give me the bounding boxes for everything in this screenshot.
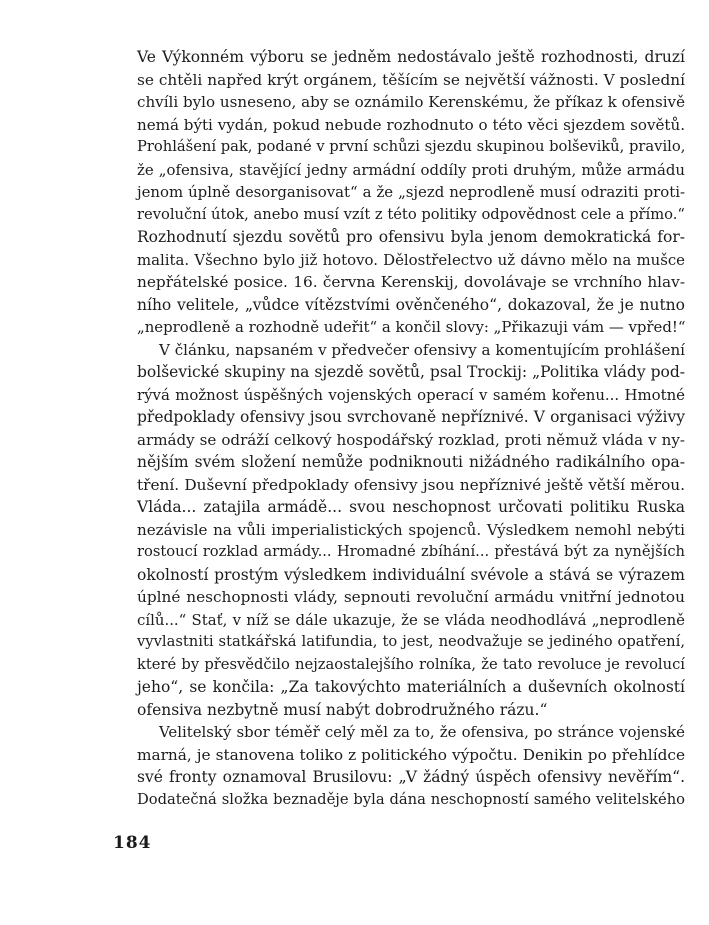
text-line: nějším svém složení nemůže podniknouti nižádného radikálního opa- (137, 453, 685, 471)
text-line: ofensiva nezbytně musí nabýt dobrodružného rázu.“ (137, 700, 548, 719)
text-line: své fronty oznamoval Brusilovu: „V žádný úspěch ofensivy nevěřím“. (137, 768, 685, 786)
text-line: Vláda... zatajila armádě... svou neschopnost určovati politiku Ruska (137, 498, 685, 516)
page-number: 184 (113, 833, 152, 853)
text-line: předpoklady ofensivy jsou svrchovaně nepříznivé. V organisaci výživy (137, 408, 685, 426)
text-line: cílů...“ Stať, v níž se dále ukazuje, že se vláda neodhodlává „neprodleně (137, 610, 685, 629)
text-line: marná, je stanovena toliko z politického výpočtu. Denikin po přehlídce (137, 745, 685, 764)
text-line: „neprodleně a rozhodně udeřit“ a končil slovy: „Přikazuji vám — vpřed!“ (137, 318, 686, 336)
text-line: nepřátelské posice. 16. června Kerenskij, dovolávaje se vrchního hlav- (137, 273, 685, 291)
text-line: V článku, napsaném v předvečer ofensivy a komentujícím prohlášení (159, 340, 685, 359)
text-line: revoluční útok, anebo musí vzít z této politiky odpovědnost cele a přímo.“ (137, 205, 685, 223)
text-line: chvíli bylo usneseno, aby se oznámilo Kerenskému, že příkaz k ofensivě (137, 93, 685, 111)
text-line: nemá býti vydán, pokud nebude rozhodnuto o této věci sjezdem sovětů. (137, 115, 685, 134)
text-line: úplné neschopnosti vlády, sepnouti revoluční armádu vnitřní jednotou (137, 588, 685, 606)
body-text (137, 46, 685, 811)
text-line: armády se odráží celkový hospodářský rozklad, proti němuž vláda v ny- (137, 430, 685, 449)
text-line: nezávisle na vůli imperialistických spojenců. Výsledkem nemohl nebýti (137, 520, 685, 539)
text-line: že „ofensiva, stavějící jedny armádní oddíly proti druhým, může armádu (137, 160, 685, 179)
text-line: vyvlastniti statkářská latifundia, to jest, neodvažuje se jediného opatření, (137, 633, 685, 650)
text-line: které by přesvědčilo nejzaostalejšího rolníka, že tato revoluce je revolucí (137, 655, 685, 673)
text-line: jeho“, se končila: „Za takovýchto materiálních a duševních okolností (137, 678, 685, 696)
text-line: Ve Výkonném výboru se jedněm nedostávalo ještě rozhodnosti, druzí (137, 48, 685, 66)
text-line: jenom úplně desorganisovat“ a že „sjezd neprodleně musí odraziti proti- (137, 183, 685, 201)
text-line: bolševické skupiny na sjezdě sovětů, psal Trockij: „Politika vlády pod- (137, 363, 685, 381)
text-line: ního velitele, „vůdce vítězstvími ověnčeného“, dokazoval, že je nutno (137, 295, 685, 314)
text-line: Velitelský sbor téměř celý měl za to, že ofensiva, po stránce vojenské (159, 723, 685, 741)
text-line: Rozhodnutí sjezdu sovětů pro ofensivu byla jenom demokratická for- (137, 228, 685, 246)
text-line: rývá možnost úspěšných vojenských operací v samém kořenu... Hmotné (137, 385, 685, 404)
text-line: Dodatečná složka beznaděje byla dána neschopností samého velitelského (137, 790, 685, 808)
text-line: Prohlášení pak, podané v první schůzi sjezdu skupinou bolševiků, pravilo, (137, 138, 686, 155)
text-line: okolností prostým výsledkem individuální svévole a stává se výrazem (137, 565, 685, 584)
text-line: rostoucí rozklad armády... Hromadné zbíhání... přestává být za nynějších (137, 543, 685, 560)
text-line: malita. Všechno bylo již hotovo. Dělostřelectvo už dávno mělo na mušce (137, 250, 685, 269)
text-line: se chtěli napřed krýt orgánem, těšícím se největší vážnosti. V poslední (137, 70, 685, 89)
text-line: tření. Duševní předpoklady ofensivy jsou nepříznivé ještě větší měrou. (137, 475, 685, 494)
